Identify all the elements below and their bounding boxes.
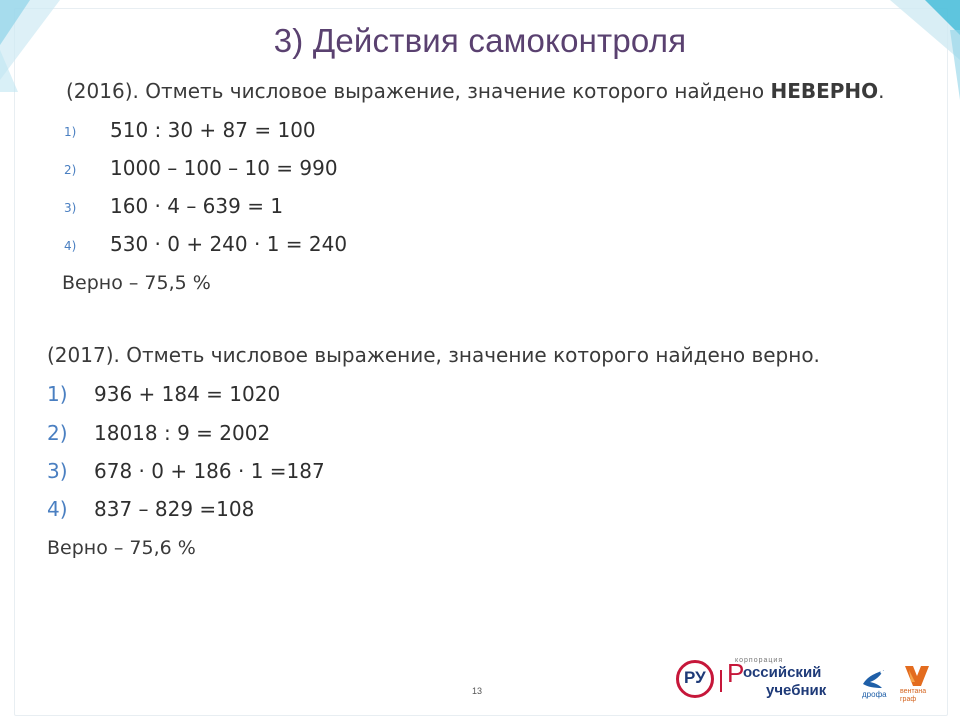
question-2016-emphasis: НЕВЕРНО: [770, 79, 879, 103]
question-2016-end: .: [878, 79, 885, 103]
logo-letter-r: Р: [727, 658, 745, 688]
item-expression: 837 – 829 =108: [94, 497, 255, 521]
logo-line-2: учебник: [766, 682, 827, 699]
item-number: 1): [47, 382, 68, 406]
logo-line-1: оссийский: [743, 664, 822, 681]
question-2016: [66, 79, 885, 103]
item-number: 1): [64, 125, 77, 139]
drofa-logo-text: дрофа: [862, 690, 887, 699]
item-number: 3): [47, 459, 68, 483]
page-number: 13: [472, 686, 483, 696]
item-expression: 18018 : 9 = 2002: [94, 421, 271, 445]
question-2016-text: (2016). Отметь числовое выражение, значение которого найдено: [66, 79, 771, 103]
item-expression: 1000 – 100 – 10 = 990: [110, 156, 338, 180]
item-number: 2): [64, 163, 77, 177]
question-2017: (2017). Отметь числовое выражение, значение которого найдено верно.: [47, 343, 820, 367]
item-number: 4): [47, 497, 68, 521]
drofa-bird-icon: [860, 666, 888, 690]
logo-mark-text: РУ: [684, 668, 706, 687]
answer-2017: Верно – 75,6 %: [47, 537, 196, 559]
item-number: 4): [64, 239, 77, 253]
logo-corp-label: корпорация: [735, 657, 784, 664]
item-number: 3): [64, 201, 77, 215]
item-expression: 530 · 0 + 240 · 1 = 240: [110, 232, 348, 256]
item-number: 2): [47, 421, 68, 445]
ventana-logo-icon: [903, 662, 931, 688]
item-expression: 678 · 0 + 186 · 1 =187: [94, 459, 325, 483]
logo-divider: [720, 670, 722, 692]
slide-title: 3) Действия самоконтроля: [273, 22, 687, 59]
item-expression: 160 · 4 – 639 = 1: [110, 194, 284, 218]
rosuchebnik-logo-icon: [676, 660, 714, 698]
item-expression: 936 + 184 = 1020: [94, 382, 281, 406]
answer-2016: Верно – 75,5 %: [62, 272, 211, 294]
ventana-logo-text: вентана граф: [900, 688, 927, 703]
item-expression: 510 : 30 + 87 = 100: [110, 118, 316, 142]
